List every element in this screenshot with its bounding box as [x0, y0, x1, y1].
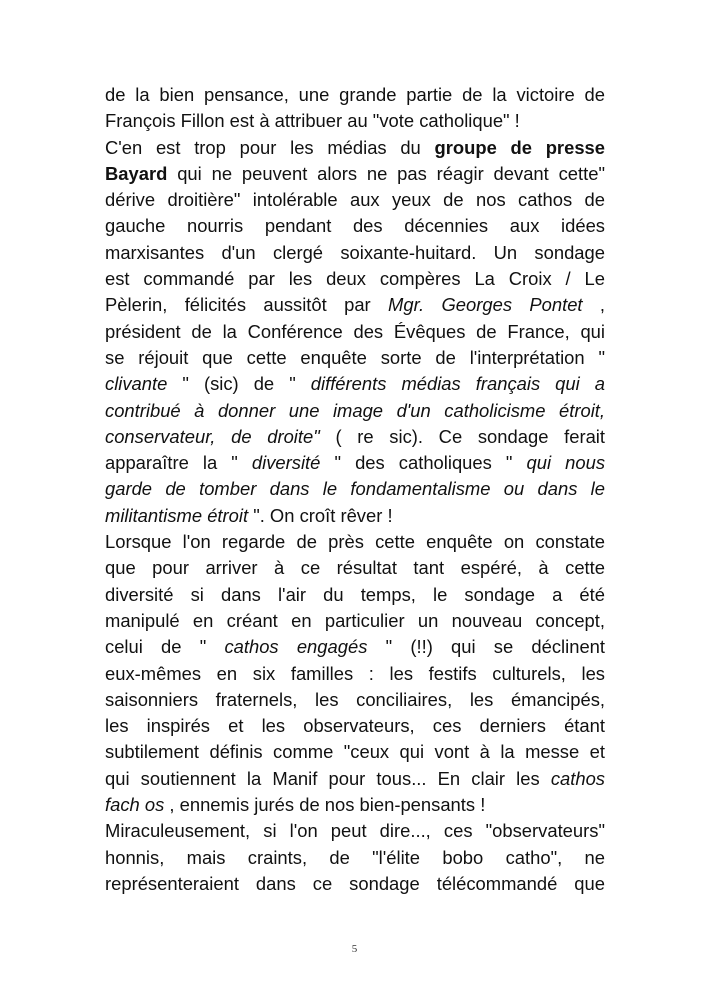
text-line — [105, 398, 605, 424]
text-line: eux-mêmes en six familles : les festifs culturels, les — [105, 662, 605, 684]
text-line: militantisme étroit ". On croît rêver ! — [105, 504, 393, 526]
text-line: est commandé par les deux compères La Croix / Le — [105, 268, 605, 290]
text-line: Lorsque l'on regarde de près cette enquête on constate — [105, 531, 605, 553]
text-line: président de la Conférence des Évêques de France, qui — [105, 320, 605, 342]
italic-phrase: Mgr. Georges Pontet — [388, 294, 583, 316]
text-line: dérive droitière" intolérable aux yeux de nos cathos de — [105, 189, 605, 211]
text-line: que pour arriver à ce résultat tant espéré, à cette — [105, 557, 605, 579]
bold-phrase: groupe de presse — [434, 136, 606, 158]
text-line: apparaître la " diversité " des catholiques " qui nous — [105, 452, 606, 474]
text-line: diversité si dans l'air du temps, le sondage a été — [105, 583, 605, 605]
italic-phrase: diversité — [251, 452, 321, 474]
text-line: fach os , ennemis jurés de nos bien-pensants ! — [105, 794, 486, 816]
italic-phrase: conservateur, de droite" — [105, 425, 320, 447]
text-line: celui de " cathos engagés " (!!) qui se déclinent — [105, 636, 606, 658]
text-line: Miraculeusement, si l'on peut dire..., ces "observateurs" — [105, 820, 605, 842]
text-line: se réjouit que cette enquête sorte de l'interprétation " — [105, 346, 605, 368]
text-line: représenteraient dans ce sondage télécommandé que — [105, 872, 605, 894]
italic-phrase: qui nous — [526, 452, 606, 474]
text-line: subtilement définis comme "ceux qui vont à la messe et — [105, 741, 605, 763]
text-line: gauche nourris pendant des décennies aux idées — [105, 215, 605, 237]
text-line: conservateur, de droite" ( re sic). Ce sondage ferait — [105, 425, 605, 447]
text-line: Bayard qui ne peuvent alors ne pas réagir devant cette" — [105, 162, 605, 184]
text-line: manipulé en créant en particulier un nouveau concept, — [105, 609, 605, 631]
text-line: qui soutiennent la Manif pour tous... En clair les cathos — [105, 767, 605, 789]
italic-phrase: cathos — [550, 767, 605, 789]
text-line: honnis, mais craints, de "l'élite bobo catho", ne — [105, 846, 605, 868]
page-number: 5 — [351, 943, 358, 955]
text-line: clivante " (sic) de " différents médias français qui a — [105, 373, 605, 395]
text-line: les inspirés et les observateurs, ces derniers étant — [105, 715, 605, 737]
italic-phrase: garde de tomber dans le fondamentalisme ou dans le — [105, 478, 605, 500]
text-line: saisonniers fraternels, les conciliaires, les émancipés, — [105, 688, 605, 710]
text-line: de la bien pensance, une grande partie de la victoire de — [105, 84, 605, 105]
bold-phrase: Bayard — [105, 162, 168, 184]
text-line: C'en est trop pour les médias du groupe de presse — [105, 136, 606, 158]
text-line: marxisantes d'un clergé soixante-huitard. Un sondage — [105, 241, 605, 263]
text-line — [105, 476, 605, 502]
italic-phrase: clivante — [105, 373, 168, 395]
italic-phrase: différents médias français qui a — [310, 373, 605, 395]
text-line: Pèlerin, félicités aussitôt par Mgr. Georges Pontet , — [105, 294, 605, 316]
body-text — [105, 82, 605, 897]
italic-phrase: contribué à donner une image d'un catholicisme étroit, — [105, 399, 605, 421]
italic-phrase: fach os — [105, 794, 165, 816]
text-line: François Fillon est à attribuer au "vote catholique" ! — [105, 110, 520, 132]
italic-phrase: cathos engagés — [224, 636, 368, 658]
italic-phrase: militantisme étroit — [105, 504, 249, 526]
